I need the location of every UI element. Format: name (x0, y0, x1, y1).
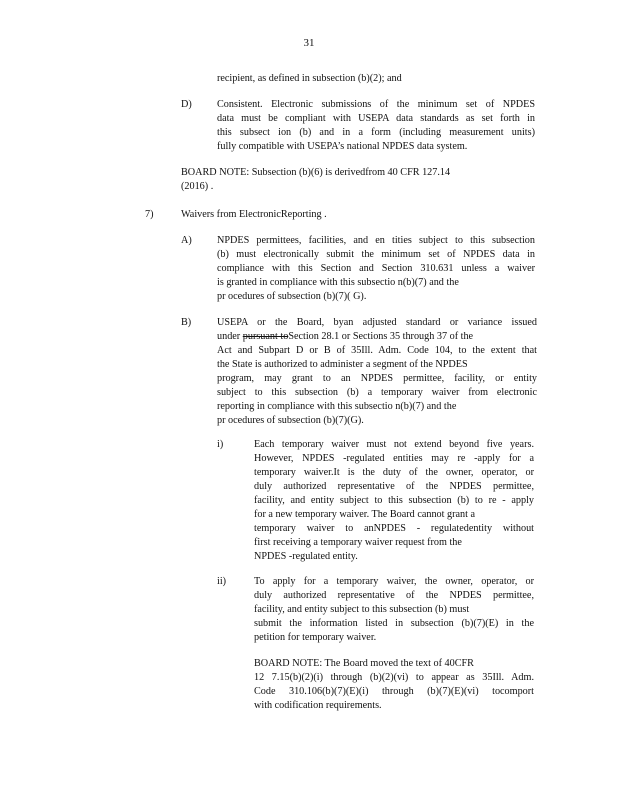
text-line: this subsect ion (b) and in a form (including measurement units) (217, 127, 535, 138)
item-b-text (217, 316, 537, 428)
text-line: temporary waiver.It is the duty of the owner, operator, or (254, 467, 534, 478)
text-line: submit the information listed in subsection (b)(7)(E) in the (254, 618, 534, 629)
struck-text: pursuant to (242, 331, 289, 342)
text-run: under (217, 331, 243, 342)
text-line: Consistent. Electronic submissions of the minimum set of NPDES (217, 99, 535, 110)
text-line: pr ocedures of subsection (b)(7)(G). (217, 415, 364, 426)
item-ii-text (254, 575, 534, 645)
text-line: for a new temporary waiver. The Board cannot grant a (254, 509, 476, 520)
text-line: with codification requirements. (254, 700, 382, 711)
section-7-heading: Waivers from ElectronicReporting . (181, 209, 327, 220)
text-line: reporting in compliance with this subsectio n(b)(7) and the (217, 401, 457, 412)
text-run: Section 28.1 or Sections 35 through 37 of the (288, 331, 474, 342)
text-line: data must be compliant with USEPA data standards as set forth in (217, 113, 535, 124)
text-line: USEPA or the Board, byan adjusted standard or variance issued (217, 317, 537, 328)
text-line: Each temporary waiver must not extend beyond five years. (254, 439, 534, 450)
text-line: NPDES -regulated entity. (254, 551, 358, 562)
item-d-label: D) (181, 99, 192, 110)
text-line: Act and Subpart D or B of 35Ill. Adm. Code 104, to the extent that (217, 345, 537, 356)
text-line: duly authorized representative of the NPDES permittee, (254, 481, 534, 492)
item-i-text (254, 438, 534, 564)
text-line: compliance with this Section and Section 310.631 unless a waiver (217, 263, 535, 274)
text-line: (b) must electronically submit the minimum set of NPDES data in (217, 249, 535, 260)
text-line: To apply for a temporary waiver, the owner, operator, or (254, 576, 534, 587)
item-ii-label: ii) (217, 576, 227, 587)
text-line: program, may grant to an NPDES permittee, facility, or entity (217, 373, 537, 384)
text-line: facility, and entity subject to this subsection (b) must (254, 604, 470, 615)
board-note-2 (254, 657, 534, 713)
text-line: pr ocedures of subsection (b)(7)( G). (217, 291, 367, 302)
text-line: temporary waiver to anNPDES - regulatedentity without (254, 523, 534, 534)
board-note-1 (181, 166, 471, 194)
item-a-text (217, 234, 535, 304)
section-7-number: 7) (145, 209, 154, 220)
text-line: subject to this subsection (b) a temporary waiver from electronic (217, 387, 537, 398)
item-b-label: B) (181, 317, 192, 328)
page-number: 31 (303, 37, 315, 49)
item-i-label: i) (217, 439, 224, 450)
text-line: is granted in compliance with this subsectio n(b)(7) and the (217, 277, 459, 288)
text-line: Code 310.106(b)(7)(E)(i) through (b)(7)(E)(vi) tocomport (254, 686, 534, 697)
text-line: BOARD NOTE: Subsection (b)(6) is derivedfrom 40 CFR 127.14 (181, 167, 451, 178)
text-line: first receiving a temporary waiver request from the (254, 537, 462, 548)
text-line: (2016) . (181, 181, 214, 192)
text-line: NPDES permittees, facilities, and en tities subject to this subsection (217, 235, 535, 246)
text-line: the State is authorized to administer a segment of the NPDES (217, 359, 468, 370)
text-line: 12 7.15(b)(2)(i) through (b)(2)(vi) to appear as 35Ill. Adm. (254, 672, 534, 683)
text-line: However, NPDES -regulated entities may re -apply for a (254, 453, 534, 464)
item-d-text (217, 98, 535, 154)
text-line: petition for temporary waiver. (254, 632, 377, 643)
text-line: duly authorized representative of the NPDES permittee, (254, 590, 534, 601)
text-line-with-strike (217, 330, 537, 344)
item-a-label: A) (181, 235, 192, 246)
text-line: facility, and entity subject to this subsection (b) to re - apply (254, 495, 534, 506)
continued-text-line: recipient, as defined in subsection (b)(2); and (217, 73, 402, 84)
text-line: BOARD NOTE: The Board moved the text of 40CFR (254, 658, 474, 669)
text-line: fully compatible with USEPA’s national NPDES data system. (217, 141, 468, 152)
